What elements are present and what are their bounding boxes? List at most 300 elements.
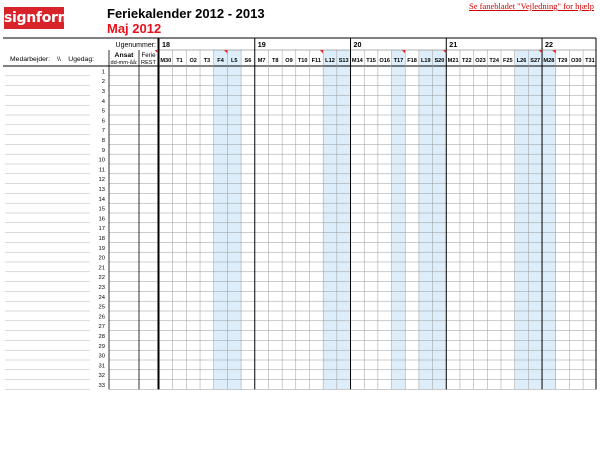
day-cell[interactable] [569,262,583,272]
ansat-date-cell[interactable] [109,262,139,272]
day-cell[interactable] [186,242,200,252]
employee-name-cell[interactable] [3,135,90,145]
day-cell[interactable] [268,252,282,262]
day-cell[interactable] [515,95,529,105]
day-cell[interactable] [556,174,570,184]
day-cell[interactable] [474,105,488,115]
day-cell[interactable] [173,223,187,233]
day-cell[interactable] [323,125,337,135]
day-cell[interactable] [351,184,365,194]
ansat-date-cell[interactable] [109,66,139,76]
day-cell[interactable] [392,125,406,135]
day-cell[interactable] [515,115,529,125]
day-cell[interactable] [392,223,406,233]
day-cell[interactable] [378,66,392,76]
day-cell[interactable] [364,331,378,341]
day-cell[interactable] [159,262,173,272]
day-cell[interactable] [569,184,583,194]
day-cell[interactable] [351,213,365,223]
day-cell[interactable] [487,213,501,223]
day-cell[interactable] [446,213,460,223]
day-cell[interactable] [433,86,447,96]
employee-name-cell[interactable] [3,115,90,125]
day-cell[interactable] [405,135,419,145]
day-cell[interactable] [323,272,337,282]
day-cell[interactable] [542,252,556,262]
day-cell[interactable] [186,95,200,105]
day-cell[interactable] [364,223,378,233]
day-cell[interactable] [433,76,447,86]
day-cell[interactable] [433,233,447,243]
day-cell[interactable] [159,144,173,154]
day-cell[interactable] [309,291,323,301]
day-cell[interactable] [487,125,501,135]
day-cell[interactable] [323,301,337,311]
day-cell[interactable] [528,282,542,292]
day-cell[interactable] [460,380,474,390]
employee-name-cell[interactable] [3,301,90,311]
day-cell[interactable] [227,213,241,223]
day-cell[interactable] [255,242,269,252]
day-cell[interactable] [487,321,501,331]
day-cell[interactable] [583,125,597,135]
day-cell[interactable] [296,174,310,184]
day-cell[interactable] [474,301,488,311]
ferie-rest-cell[interactable] [139,115,158,125]
day-cell[interactable] [487,154,501,164]
ferie-rest-cell[interactable] [139,184,158,194]
day-cell[interactable] [364,321,378,331]
day-cell[interactable] [460,86,474,96]
day-cell[interactable] [528,301,542,311]
day-cell[interactable] [200,233,214,243]
day-cell[interactable] [268,360,282,370]
ferie-rest-cell[interactable] [139,164,158,174]
day-cell[interactable] [419,105,433,115]
day-cell[interactable] [542,66,556,76]
day-cell[interactable] [159,115,173,125]
day-cell[interactable] [337,154,351,164]
day-cell[interactable] [474,184,488,194]
day-cell[interactable] [392,105,406,115]
day-cell[interactable] [364,203,378,213]
day-cell[interactable] [186,223,200,233]
day-cell[interactable] [542,213,556,223]
day-cell[interactable] [556,164,570,174]
day-cell[interactable] [542,380,556,390]
day-cell[interactable] [351,154,365,164]
day-cell[interactable] [515,262,529,272]
day-cell[interactable] [528,311,542,321]
day-cell[interactable] [227,184,241,194]
day-cell[interactable] [583,193,597,203]
day-cell[interactable] [255,164,269,174]
day-cell[interactable] [173,193,187,203]
ferie-rest-cell[interactable] [139,350,158,360]
day-cell[interactable] [419,262,433,272]
day-cell[interactable] [515,331,529,341]
day-cell[interactable] [515,321,529,331]
employee-name-cell[interactable] [3,380,90,390]
day-cell[interactable] [282,291,296,301]
day-cell[interactable] [460,154,474,164]
day-cell[interactable] [214,203,228,213]
day-cell[interactable] [241,360,255,370]
day-cell[interactable] [159,233,173,243]
day-cell[interactable] [528,95,542,105]
day-cell[interactable] [241,370,255,380]
day-cell[interactable] [556,360,570,370]
day-cell[interactable] [474,242,488,252]
day-cell[interactable] [419,311,433,321]
day-cell[interactable] [255,380,269,390]
day-cell[interactable] [159,301,173,311]
day-cell[interactable] [474,321,488,331]
day-cell[interactable] [569,272,583,282]
day-cell[interactable] [309,350,323,360]
day-cell[interactable] [569,154,583,164]
day-cell[interactable] [501,115,515,125]
day-cell[interactable] [501,203,515,213]
day-cell[interactable] [542,282,556,292]
day-cell[interactable] [186,262,200,272]
day-cell[interactable] [392,321,406,331]
day-cell[interactable] [255,184,269,194]
day-cell[interactable] [337,331,351,341]
day-cell[interactable] [337,115,351,125]
day-cell[interactable] [392,370,406,380]
day-cell[interactable] [583,213,597,223]
day-cell[interactable] [351,272,365,282]
day-cell[interactable] [214,350,228,360]
day-cell[interactable] [392,174,406,184]
day-cell[interactable] [542,105,556,115]
day-cell[interactable] [323,193,337,203]
day-cell[interactable] [200,272,214,282]
day-cell[interactable] [159,86,173,96]
day-cell[interactable] [487,301,501,311]
ansat-date-cell[interactable] [109,213,139,223]
day-cell[interactable] [392,340,406,350]
day-cell[interactable] [296,291,310,301]
day-cell[interactable] [364,76,378,86]
employee-name-cell[interactable] [3,331,90,341]
day-cell[interactable] [200,66,214,76]
day-cell[interactable] [501,164,515,174]
day-cell[interactable] [378,262,392,272]
day-cell[interactable] [296,301,310,311]
day-cell[interactable] [337,125,351,135]
day-cell[interactable] [364,95,378,105]
day-cell[interactable] [460,95,474,105]
day-cell[interactable] [337,213,351,223]
day-cell[interactable] [405,174,419,184]
day-cell[interactable] [556,66,570,76]
day-cell[interactable] [268,135,282,145]
day-cell[interactable] [364,144,378,154]
day-cell[interactable] [159,125,173,135]
day-cell[interactable] [173,213,187,223]
day-cell[interactable] [200,125,214,135]
day-cell[interactable] [569,233,583,243]
day-cell[interactable] [296,213,310,223]
day-cell[interactable] [515,184,529,194]
day-cell[interactable] [323,370,337,380]
day-cell[interactable] [433,370,447,380]
day-cell[interactable] [501,272,515,282]
day-cell[interactable] [460,242,474,252]
day-cell[interactable] [405,184,419,194]
day-cell[interactable] [296,86,310,96]
day-cell[interactable] [200,242,214,252]
day-cell[interactable] [227,105,241,115]
day-cell[interactable] [569,350,583,360]
ansat-date-cell[interactable] [109,380,139,390]
day-cell[interactable] [501,174,515,184]
day-cell[interactable] [364,184,378,194]
day-cell[interactable] [474,95,488,105]
day-cell[interactable] [501,193,515,203]
day-cell[interactable] [419,380,433,390]
day-cell[interactable] [186,360,200,370]
day-cell[interactable] [460,233,474,243]
day-cell[interactable] [173,125,187,135]
day-cell[interactable] [351,350,365,360]
day-cell[interactable] [446,380,460,390]
day-cell[interactable] [433,252,447,262]
day-cell[interactable] [405,311,419,321]
day-cell[interactable] [433,262,447,272]
day-cell[interactable] [296,223,310,233]
day-cell[interactable] [351,203,365,213]
day-cell[interactable] [446,360,460,370]
day-cell[interactable] [433,203,447,213]
day-cell[interactable] [569,105,583,115]
day-cell[interactable] [487,340,501,350]
day-cell[interactable] [378,321,392,331]
day-cell[interactable] [446,125,460,135]
day-cell[interactable] [556,272,570,282]
day-cell[interactable] [446,135,460,145]
day-cell[interactable] [309,223,323,233]
day-cell[interactable] [200,331,214,341]
day-cell[interactable] [364,115,378,125]
day-cell[interactable] [474,213,488,223]
day-cell[interactable] [282,203,296,213]
day-cell[interactable] [255,203,269,213]
day-cell[interactable] [501,233,515,243]
day-cell[interactable] [296,203,310,213]
day-cell[interactable] [255,321,269,331]
day-cell[interactable] [556,115,570,125]
day-cell[interactable] [173,95,187,105]
day-cell[interactable] [419,301,433,311]
day-cell[interactable] [556,380,570,390]
employee-name-cell[interactable] [3,213,90,223]
day-cell[interactable] [542,184,556,194]
day-cell[interactable] [282,331,296,341]
employee-name-cell[interactable] [3,360,90,370]
day-cell[interactable] [528,223,542,233]
day-cell[interactable] [515,213,529,223]
day-cell[interactable] [241,262,255,272]
day-cell[interactable] [364,242,378,252]
employee-name-cell[interactable] [3,311,90,321]
day-cell[interactable] [296,282,310,292]
day-cell[interactable] [241,135,255,145]
day-cell[interactable] [173,262,187,272]
day-cell[interactable] [296,331,310,341]
day-cell[interactable] [392,95,406,105]
day-cell[interactable] [173,203,187,213]
day-cell[interactable] [528,331,542,341]
day-cell[interactable] [159,380,173,390]
day-cell[interactable] [200,164,214,174]
day-cell[interactable] [515,360,529,370]
ferie-rest-cell[interactable] [139,174,158,184]
day-cell[interactable] [487,262,501,272]
day-cell[interactable] [268,282,282,292]
day-cell[interactable] [200,105,214,115]
day-cell[interactable] [255,95,269,105]
day-cell[interactable] [173,115,187,125]
employee-name-cell[interactable] [3,233,90,243]
day-cell[interactable] [583,144,597,154]
day-cell[interactable] [405,291,419,301]
day-cell[interactable] [460,262,474,272]
day-cell[interactable] [405,164,419,174]
day-cell[interactable] [351,380,365,390]
ferie-rest-cell[interactable] [139,321,158,331]
day-cell[interactable] [227,115,241,125]
day-cell[interactable] [487,282,501,292]
day-cell[interactable] [474,350,488,360]
day-cell[interactable] [351,105,365,115]
day-cell[interactable] [487,331,501,341]
ferie-rest-cell[interactable] [139,282,158,292]
day-cell[interactable] [227,262,241,272]
day-cell[interactable] [474,340,488,350]
day-cell[interactable] [214,76,228,86]
day-cell[interactable] [419,282,433,292]
day-cell[interactable] [200,193,214,203]
day-cell[interactable] [501,340,515,350]
day-cell[interactable] [159,184,173,194]
day-cell[interactable] [487,105,501,115]
day-cell[interactable] [569,213,583,223]
day-cell[interactable] [282,252,296,262]
day-cell[interactable] [268,321,282,331]
day-cell[interactable] [309,301,323,311]
day-cell[interactable] [515,350,529,360]
day-cell[interactable] [351,115,365,125]
day-cell[interactable] [569,95,583,105]
day-cell[interactable] [255,350,269,360]
day-cell[interactable] [282,164,296,174]
day-cell[interactable] [515,76,529,86]
day-cell[interactable] [474,370,488,380]
day-cell[interactable] [583,76,597,86]
day-cell[interactable] [556,331,570,341]
day-cell[interactable] [282,370,296,380]
day-cell[interactable] [405,193,419,203]
day-cell[interactable] [186,291,200,301]
day-cell[interactable] [528,164,542,174]
day-cell[interactable] [528,272,542,282]
day-cell[interactable] [487,184,501,194]
day-cell[interactable] [255,262,269,272]
day-cell[interactable] [460,370,474,380]
day-cell[interactable] [487,350,501,360]
day-cell[interactable] [515,105,529,115]
day-cell[interactable] [392,282,406,292]
day-cell[interactable] [433,301,447,311]
day-cell[interactable] [214,66,228,76]
day-cell[interactable] [474,233,488,243]
day-cell[interactable] [446,291,460,301]
day-cell[interactable] [200,223,214,233]
day-cell[interactable] [364,301,378,311]
day-cell[interactable] [446,340,460,350]
day-cell[interactable] [474,223,488,233]
day-cell[interactable] [556,282,570,292]
day-cell[interactable] [392,66,406,76]
day-cell[interactable] [528,242,542,252]
day-cell[interactable] [419,291,433,301]
day-cell[interactable] [282,213,296,223]
day-cell[interactable] [378,135,392,145]
day-cell[interactable] [323,223,337,233]
day-cell[interactable] [583,321,597,331]
day-cell[interactable] [255,331,269,341]
day-cell[interactable] [569,76,583,86]
day-cell[interactable] [173,272,187,282]
day-cell[interactable] [296,193,310,203]
ansat-date-cell[interactable] [109,144,139,154]
day-cell[interactable] [446,301,460,311]
help-link[interactable]: Se fanebladet "Vejledning" for hjælp [469,1,594,11]
day-cell[interactable] [433,331,447,341]
day-cell[interactable] [241,252,255,262]
day-cell[interactable] [296,380,310,390]
day-cell[interactable] [159,223,173,233]
day-cell[interactable] [487,135,501,145]
day-cell[interactable] [392,135,406,145]
day-cell[interactable] [186,184,200,194]
day-cell[interactable] [528,105,542,115]
day-cell[interactable] [268,301,282,311]
employee-name-cell[interactable] [3,252,90,262]
day-cell[interactable] [460,311,474,321]
day-cell[interactable] [351,242,365,252]
day-cell[interactable] [159,340,173,350]
day-cell[interactable] [569,291,583,301]
day-cell[interactable] [583,164,597,174]
day-cell[interactable] [583,311,597,321]
day-cell[interactable] [392,331,406,341]
day-cell[interactable] [351,282,365,292]
day-cell[interactable] [323,321,337,331]
day-cell[interactable] [186,380,200,390]
day-cell[interactable] [433,135,447,145]
day-cell[interactable] [474,311,488,321]
day-cell[interactable] [501,144,515,154]
day-cell[interactable] [282,135,296,145]
employee-name-cell[interactable] [3,105,90,115]
day-cell[interactable] [227,360,241,370]
day-cell[interactable] [583,95,597,105]
day-cell[interactable] [405,380,419,390]
